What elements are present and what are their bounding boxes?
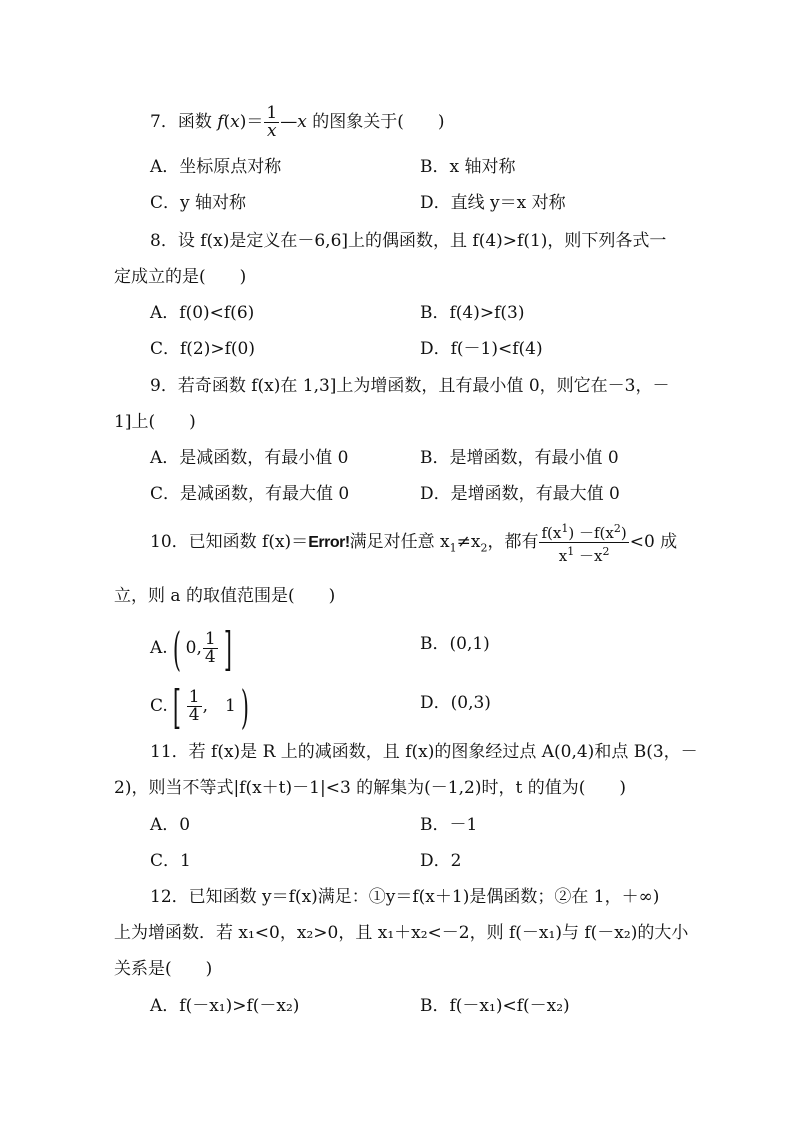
q10-neq: ≠x <box>456 532 481 552</box>
q7-pre: 函数 <box>177 112 212 132</box>
q10-option-c-text: , 1 <box>202 696 236 716</box>
q10-c-left-bracket: [ <box>172 679 181 734</box>
q10-option-c-fraction: $\frac{1}{4}$ <box>188 687 200 725</box>
q8-stem-line1: 8．设 f(x)是定义在－6,6]上的偶函数，且 f(4)>f(1)，则下列各式一 <box>150 231 667 251</box>
q10-option-b: B．(0,1) <box>420 634 490 654</box>
q10-c-right-paren: ) <box>240 679 249 734</box>
q10-option-a-fraction: $\frac{1}{4}$ <box>204 629 216 667</box>
q12-stem-line3: 关系是( ) <box>114 959 213 979</box>
q10-stem-line1 <box>150 520 677 564</box>
q10-option-c <box>150 680 254 732</box>
q8-stem-line2: 定成立的是( ) <box>114 267 247 287</box>
q10-option-d: D．(0,3) <box>420 693 491 713</box>
q10-option-c-label: C. <box>150 696 168 716</box>
q9-option-a: A．是减函数，有最小值 0 <box>150 448 349 468</box>
q7-minus-x: —x <box>280 112 307 132</box>
q9-stem-line1: 9．若奇函数 f(x)在 1,3]上为增函数，且有最小值 0，则它在－3，－ <box>150 376 670 396</box>
q12-stem-line2: 上为增函数．若 x₁<0，x₂>0，且 x₁＋x₂<－2，则 f(－x₁)与 f(－x₂)的大小 <box>114 923 689 943</box>
q10-sub1: 1 <box>449 541 457 555</box>
q7-option-a: A．坐标原点对称 <box>150 157 282 177</box>
q9-option-d: D．是增函数，有最大值 0 <box>420 484 620 504</box>
q7-frac-den: x <box>267 121 277 141</box>
q10-error-text: Error! <box>308 534 350 551</box>
q12-stem-line1: 12．已知函数 y＝f(x)满足：①y＝f(x＋1)是偶函数；②在 1，＋∞) <box>150 887 660 907</box>
q7-option-b: B．x 轴对称 <box>420 157 516 177</box>
q7-post: 的图象关于( ) <box>312 112 445 132</box>
q11-option-c: C．1 <box>150 851 191 871</box>
q10-option-a-label: A. <box>150 638 168 658</box>
q7-f: f <box>217 112 224 132</box>
q8-option-a: A．f(0)<f(6) <box>150 303 255 323</box>
q10-option-a <box>150 622 237 674</box>
q10-a-right-bracket: ] <box>223 621 232 676</box>
q7-number: 7． <box>150 112 178 132</box>
q8-option-d: D．f(－1)<f(4) <box>420 339 543 359</box>
q8-option-c: C．f(2)>f(0) <box>150 339 255 359</box>
q7-eq: ＝ <box>246 112 264 132</box>
q11-option-d: D．2 <box>420 851 462 871</box>
q10-mid: 满足对任意 x <box>349 532 450 552</box>
q11-option-b: B．－1 <box>420 815 478 835</box>
q10-has: ，都有 <box>487 532 539 552</box>
q12-option-b: B．f(－x₁)<f(－x₂) <box>420 996 570 1016</box>
q7-option-d: D．直线 y＝x 对称 <box>420 193 566 213</box>
q7-stem: 7．函数 f(x)＝ $\frac{1}{x}$ —x 的图象关于( ) <box>150 103 445 141</box>
q11-stem-line2: 2)，则当不等式|f(x＋t)－1|<3 的解集为(－1,2)时，t 的值为( ) <box>114 778 626 798</box>
q11-stem-line1: 11．若 f(x)是 R 上的减函数，且 f(x)的图象经过点 A(0,4)和点 B(3，－ <box>150 742 698 762</box>
q10-stem-line2: 立，则 a 的取值范围是( ) <box>114 586 336 606</box>
q9-option-b: B．是增函数，有最小值 0 <box>420 448 619 468</box>
q10-fraction: $\frac{f(x^1) -f(x^2)}{x^1 -x^2}$ <box>541 522 627 565</box>
q9-option-c: C．是减函数，有最大值 0 <box>150 484 350 504</box>
q12-option-a: A．f(－x₁)>f(－x₂) <box>150 996 300 1016</box>
q10-pre: 10．已知函数 f(x)＝ <box>150 532 309 552</box>
q8-option-b: B．f(4)>f(3) <box>420 303 525 323</box>
q10-option-a-text: 0, <box>185 638 202 658</box>
q11-option-a: A．0 <box>150 815 191 835</box>
q10-sub2: 2 <box>480 541 488 555</box>
q7-frac-num: 1 <box>266 103 278 123</box>
q7-fraction <box>264 105 279 140</box>
q10-a-left-paren: ( <box>172 621 181 676</box>
q7-option-c: C．y 轴对称 <box>150 193 247 213</box>
q10-post: <0 成 <box>629 532 678 552</box>
q7-x: x <box>230 112 240 132</box>
q9-stem-line2: 1]上( ) <box>114 412 196 432</box>
